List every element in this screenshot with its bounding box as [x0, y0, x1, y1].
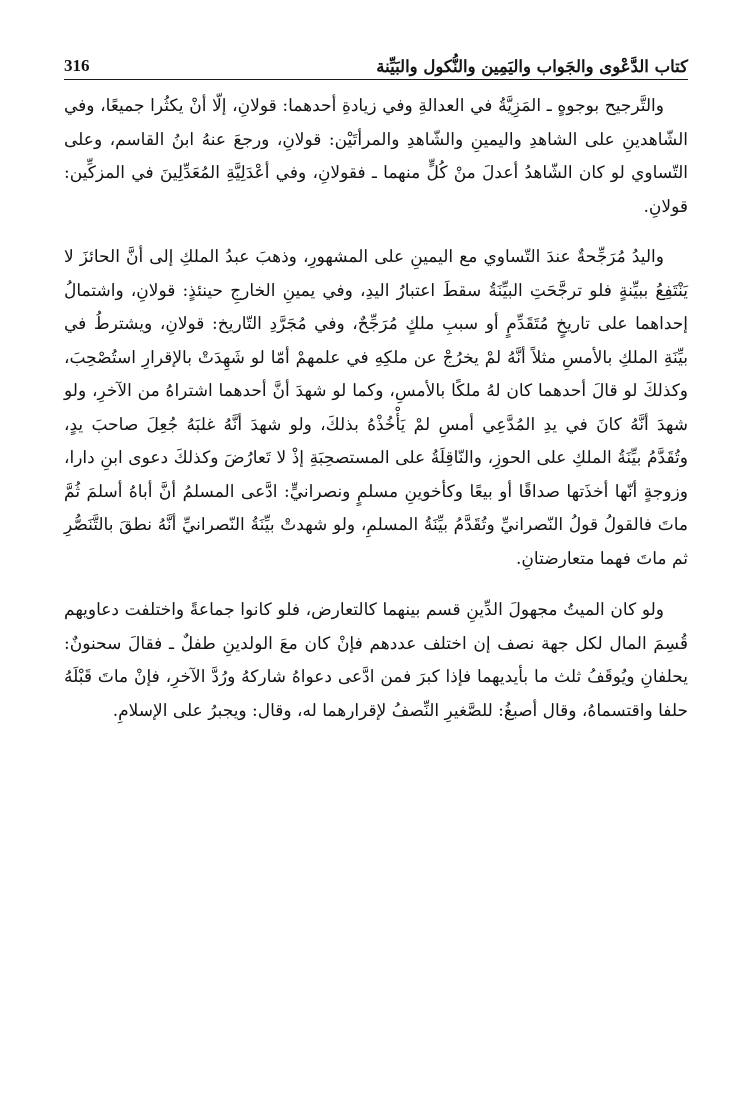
header-title: كتاب الدَّعْوى والجَواب واليَمِين والنُّكول والبَيِّنة	[376, 57, 688, 76]
paragraph: واليدُ مُرَجِّحةٌ عندَ التّساوي مع اليمينِ على المشهورِ، وذهبَ عبدُ الملكِ إلى أنَّ الحائزَ لا يَنْتَفِعُ ببيِّنةٍ فلو ترجَّحَتِ البيِّنَةُ سقطَ اعتبارُ اليدِ، وفي يمينِ الخارجِ حينئذٍ: قولانِ، واشتمالُ إحداهما على تاريخٍ مُتَقَدِّمٍ أو سببِ ملكٍ مُرَجِّحٌ، وفي مُجَرَّدِ التّاريخ: قولانِ، ويشترطُ في بيِّنَةِ الملكِ بالأمسِ مثلاً أنَّهُ لمْ يخرُجْ عن ملكِهِ في علمهمْ أمّا لو شَهِدَتْ بالإقرارِ استُصْحِبَ، وكذلكَ لو قالَ أحدهما كان لهُ ملكًا بالأمسِ، وكما لو شهدَ أنَّ أحدهما اشتراهُ من الآخرِ، ولو شهدَ أنَّهُ كانَ في يدِ المُدَّعِي أمسِ لمْ يَأْخُذْهُ بذلكَ، ولو شهدَ أنَّهُ غلبَهُ جُعِلَ صاحبَ يدٍ، وتُقَدَّمُ بيِّنَةُ الملكِ على الحوزِ، والنّاقِلَةُ على المستصحِبَةِ إذْ لا تَعارُضَ وكذلكَ دعوى ابنِ دارا، وزوجةٍ أنّها أخذَتها صداقًا أو بيعًا وكأخوينِ مسلمٍ ونصرانيٍّ: ادَّعى المسلمُ أنَّ أباهُ أسلمَ ثُمَّ ماتَ فالقولُ قولُ النّصرانيِّ وتُقَدَّمُ بيِّنَةُ المسلمِ، ولو شهدتْ بيِّنَةُ النّصرانيِّ أنَّهُ نطقَ بالتَّنَصُّرِ ثم ماتَ فهما متعارضتانِ.	[64, 247, 688, 569]
paragraph: ولو كان الميتُ مجهولَ الدِّينِ قسم بينهما كالتعارض، فلو كانوا جماعةً واختلفت دعاويهم قُسِمَ المال لكل جهة نصف إن اختلف عددهم فإنْ كان معَ الولدينِ طفلٌ ـ فقالَ سحنونٌ: يحلفانِ ويُوقَفُ ثلث ما بأيديهما فإذا كبرَ فمن ادَّعى دعواهُ شاركهُ ورُدَّ الآخرِ، فإنْ ماتَ قَبْلَهُ حلفا واقتسماهُ، وقال أصبغُ: للصَّغيرِ النِّصفُ لإقرارهما له، وقال: ويجبرُ على الإسلامِ.	[64, 600, 688, 721]
page-number: 316	[64, 56, 90, 75]
running-header	[64, 48, 688, 76]
header-rule	[64, 79, 688, 80]
body-text	[64, 90, 688, 728]
paragraph: والتَّرجيح بوجوهٍ ـ المَزِيَّةُ في العدالةِ وفي زيادةِ أحدهما: قولانِ، إلّا أنْ يكثُرا جميعًا، وفي الشّاهدينِ على الشاهدِ واليمينِ والشّاهدِ والمرأتَيْن: قولانِ، ورجعَ عنهُ ابنُ القاسم، وعلى التّساوي لو كان الشّاهدُ أعدلَ منْ كُلٍّ منهما ـ فقولانِ، وفي أعْدَلِيَّةِ المُعَدِّلِينَ في المزكِّين: قولانِ.	[64, 96, 688, 217]
